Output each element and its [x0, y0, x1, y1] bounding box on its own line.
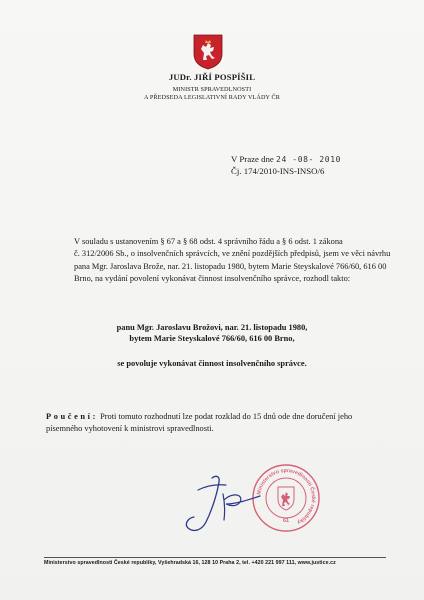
seal-lion — [281, 492, 290, 506]
body-paragraph — [74, 236, 391, 286]
decision-line-3: se povoluje vykonávat činnost insolvenčního správce. — [117, 359, 307, 368]
body-line: V souladu s ustanovením § 67 a § 68 odst. 4 správního řádu a § 6 odst. 1 zákona — [74, 237, 343, 246]
reference-number: Čj. 174/2010-INS-INSO/6 — [231, 166, 325, 176]
signature-stroke — [198, 485, 226, 490]
notice-text: Proti tomuto rozhodnutí lze podat rozklad do 15 dnů ode dne doručení jeho — [97, 412, 353, 421]
minister-name: JUDr. JIŘÍ POSPÍŠIL — [168, 72, 256, 82]
footer-address: Ministerstvo spravedlnosti České republiky, Vyšehradská 16, 128 10 Praha 2, tel. +420 221 997 111, www.justice.cz — [44, 560, 336, 566]
signature-stroke — [223, 494, 260, 520]
body-line: č. 312/2006 Sb., o insolvenčních správcích, ve znění pozdějších předpisů, jsem ve věci návrhu — [74, 249, 391, 259]
notice-paragraph — [46, 411, 386, 435]
body-line: pana Mgr. Jaroslava Brože, nar. 21. listopadu 1980, bytem Marie Steyskalové 766/60, 616 00 — [74, 261, 387, 271]
council-title: A PŘEDSEDA LEGISLATIVNÍ RADY VLÁDY ČR — [144, 94, 280, 101]
decision-line-1: panu Mgr. Jaroslavu Brožovi, nar. 21. listopadu 1980, — [116, 323, 308, 332]
seal-ring-text-path: Ministerstvo spravedlnosti České republiky — [256, 467, 317, 526]
place-date-line — [231, 154, 341, 164]
notice-line: písemného vyhotovení k ministrovi spravedlnosti. — [46, 424, 214, 433]
body-line: Brno, na vydání povolení vykonávat činnost insolvenčního správce, rozhodl takto: — [74, 274, 351, 284]
notice-label: Poučení: — [46, 412, 98, 421]
minister-title: MINISTR SPRAVEDLNOSTI — [172, 86, 252, 93]
footer-divider — [44, 557, 386, 558]
handwritten-signature-icon — [176, 470, 266, 536]
czech-crest-icon — [193, 34, 223, 70]
date-stamp: 24 -08- 2010 — [276, 155, 342, 164]
signature-stroke — [186, 476, 219, 530]
decision-line-2: bytem Marie Steyskalové 766/60, 616 00 Brno, — [129, 334, 295, 343]
notice-line — [46, 411, 386, 423]
seal-number: 61 — [282, 518, 290, 524]
place-prefix: V Praze dne — [231, 154, 274, 164]
